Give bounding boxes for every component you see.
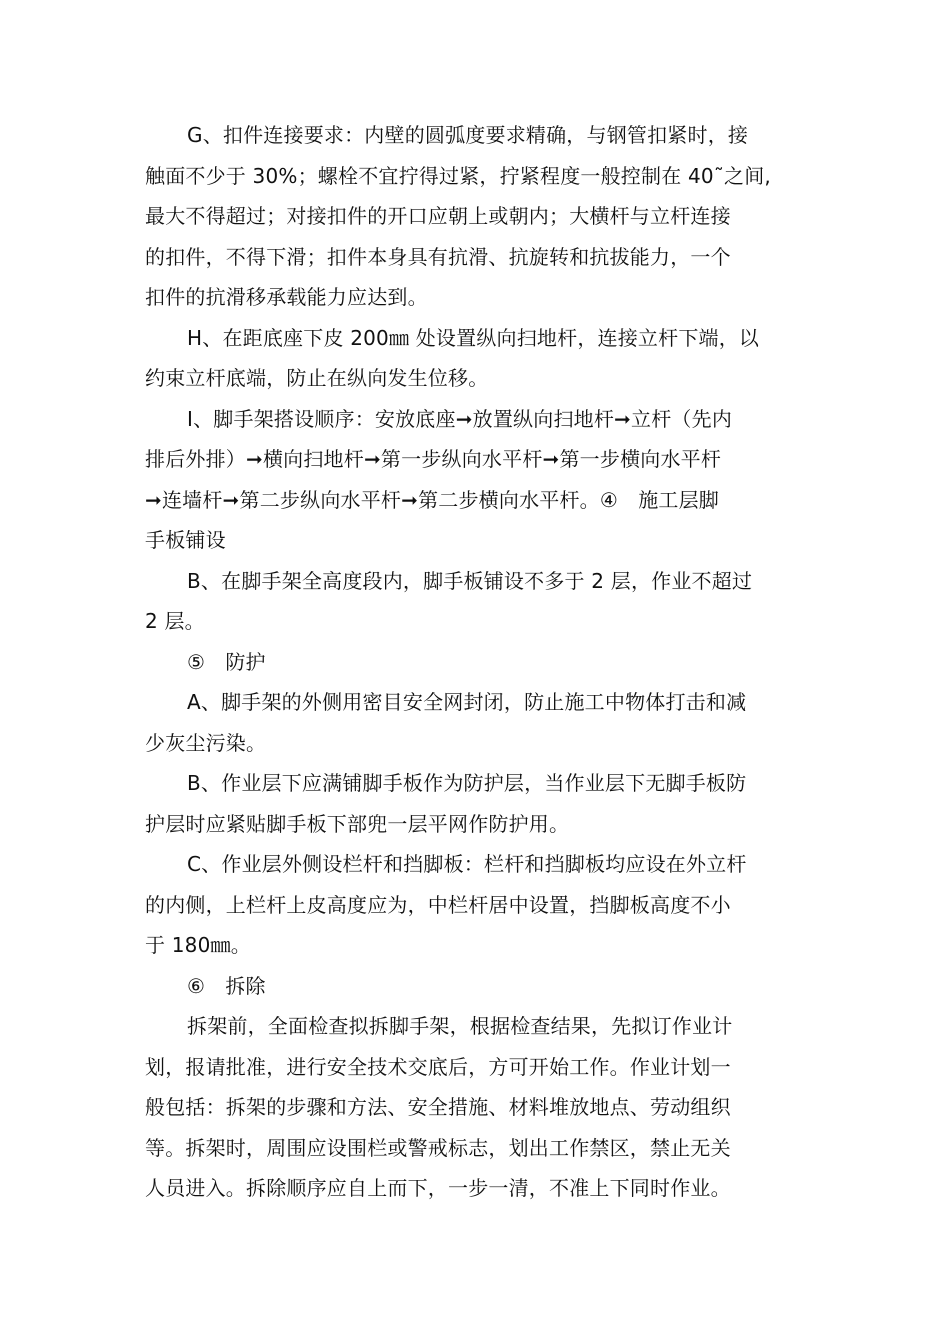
text-line: I、脚手架搭设顺序：安放底座➞放置纵向扫地杆➞立杆（先内: [187, 406, 733, 431]
text-line: 护层时应紧贴脚手板下部兜一层平网作防护用。: [145, 811, 570, 836]
text-line: A、脚手架的外侧用密目安全网封闭，防止施工中物体打击和减: [187, 690, 747, 714]
text-line: G、扣件连接要求：内壁的圆弧度要求精确，与钢管扣紧时，接: [187, 123, 749, 147]
text-line: C、作业层外侧设栏杆和挡脚板：栏杆和挡脚板均应设在外立杆: [187, 852, 747, 876]
text-line: 触面不少于 30%；螺栓不宜拧得过紧，拧紧程度一般控制在 40˜之间,: [145, 163, 771, 188]
text-line: 2 层。: [145, 609, 205, 633]
text-line: 拆架前，全面检查拟拆脚手架，根据检查结果，先拟订作业计: [187, 1014, 733, 1038]
text-line: 最大不得超过；对接扣件的开口应朝上或朝内；大横杆与立杆连接: [145, 204, 731, 228]
text-line: 手板铺设: [145, 528, 226, 552]
text-line: 般包括：拆架的步骤和方法、安全措施、材料堆放地点、劳动组织: [145, 1095, 731, 1119]
text-line: 人员进入。拆除顺序应自上而下，一步一清，不准上下同时作业。: [145, 1176, 731, 1200]
text-line: B、在脚手架全高度段内，脚手板铺设不多于 2 层，作业不超过: [187, 568, 753, 593]
text-line: 等。拆架时，周围应设围栏或警戒标志，划出工作禁区，禁止无关: [145, 1135, 731, 1160]
text-line: 排后外排）➞横向扫地杆➞第一步纵向水平杆➞第一步横向水平杆: [145, 447, 722, 471]
text-line: 的内侧，上栏杆上皮高度应为，中栏杆居中设置，挡脚板高度不小: [145, 892, 731, 917]
text-line: 于 180㎜。: [145, 933, 251, 957]
text-line: B、作业层下应满铺脚手板作为防护层，当作业层下无脚手板防: [187, 771, 747, 795]
text-line: 少灰尘污染。: [145, 730, 267, 755]
text-line: 的扣件，不得下滑；扣件本身具有抗滑、抗旋转和抗拔能力，一个: [145, 244, 731, 269]
text-line: 划，报请批准，进行安全技术交底后，方可开始工作。作业计划一: [145, 1054, 731, 1079]
section-heading: ⑤ 防护: [187, 649, 266, 674]
document-body: [145, 115, 810, 1209]
text-line: ➞连墙杆➞第二步纵向水平杆➞第二步横向水平杆。④ 施工层脚: [145, 487, 720, 512]
section-heading: ⑥ 拆除: [187, 973, 266, 998]
text-line: 约束立杆底端，防止在纵向发生位移。: [145, 366, 489, 390]
text-line: H、在距底座下皮 200㎜ 处设置纵向扫地杆，连接立杆下端，以: [187, 325, 760, 350]
text-line: 扣件的抗滑移承载能力应达到。: [145, 285, 428, 309]
